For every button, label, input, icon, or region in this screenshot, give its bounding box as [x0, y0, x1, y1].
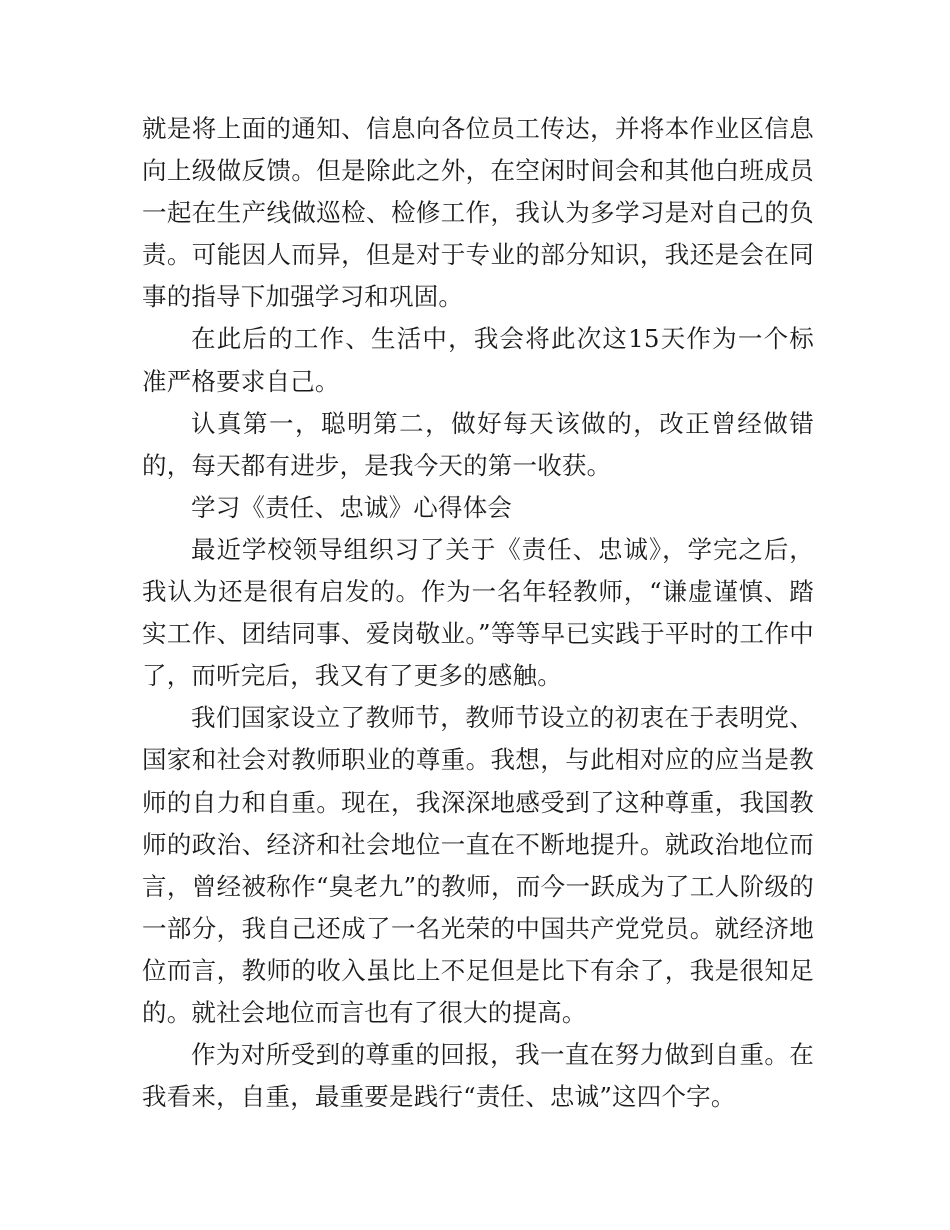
paragraph: 最近学校领导组织习了关于《责任、忠诚》，学完之后，我认为还是很有启发的。作为一名年轻教师，“谦虚谨慎、踏实工作、团结同事、爱岗敬业。”等等早已实践于平时的工作中了，而听完后，我又有了更多的感触。 — [142, 534, 814, 691]
paragraph: 作为对所受到的尊重的回报，我一直在努力做到自重。在我看来，自重，最重要是践行“责任、忠诚”这四个字。 — [142, 1040, 814, 1112]
section-heading: 学习《责任、忠诚》心得体会 — [191, 492, 513, 522]
paragraph: 我们国家设立了教师节，教师节设立的初衷在于表明党、国家和社会对教师职业的尊重。我想，与此相对应的应当是教师的自力和自重。现在，我深深地感受到了这种尊重，我国教师的政治、经济和社会地位一直在不断地提升。就政治地位而言，曾经被称作“臭老九”的教师，而今一跃成为了工人阶级的一部分，我自己还成了一名光荣的中国共产党党员。就经济地位而言，教师的收入虽比上不足但是比下有余了，我是很知足的。就社会地位而言也有了很大的提高。 — [142, 703, 814, 1027]
paragraph-continued: 就是将上面的通知、信息向各位员工传达，并将本作业区信息向上级做反馈。但是除此之外，在空闲时间会和其他白班成员一起在生产线做巡检、检修工作，我认为多学习是对自己的负责。可能因人而异，但是对于专业的部分知识，我还是会在同事的指导下加强学习和巩固。 — [142, 114, 814, 312]
paragraph: 在此后的工作、生活中，我会将此次这15天作为一个标准严格要求自己。 — [142, 324, 814, 396]
paragraph: 认真第一，聪明第二，做好每天该做的，改正曾经做错的，每天都有进步，是我今天的第一收获。 — [142, 408, 814, 480]
document-body — [142, 108, 814, 1118]
